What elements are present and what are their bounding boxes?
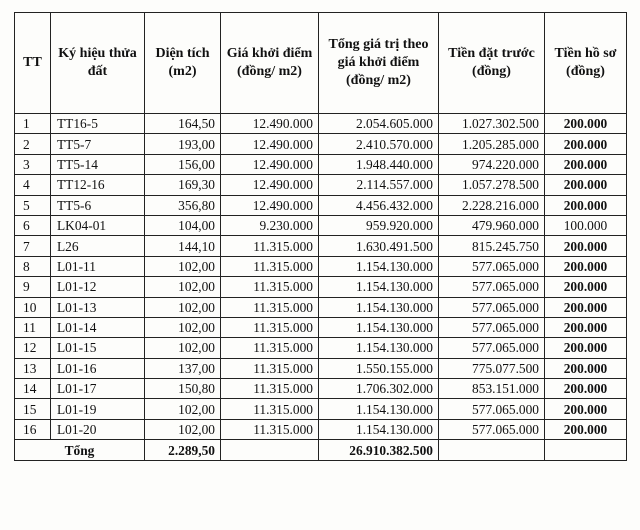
cell-dien-tich: 144,10 [145,236,221,256]
cell-tien-dat-truoc: 775.077.500 [439,358,545,378]
cell-dien-tich: 164,50 [145,114,221,134]
cell-dien-tich: 102,00 [145,256,221,276]
cell-tt: 12 [15,338,51,358]
cell-tt: 3 [15,154,51,174]
table-row [15,134,627,154]
total-dien-tich: 2.289,50 [145,440,221,461]
cell-tt: 14 [15,379,51,399]
cell-tien-dat-truoc: 815.245.750 [439,236,545,256]
table-row [15,277,627,297]
cell-dien-tich: 102,00 [145,297,221,317]
cell-tien-ho-so: 200.000 [545,256,627,276]
cell-tt: 5 [15,195,51,215]
cell-tien-ho-so: 200.000 [545,277,627,297]
cell-tong-gia-tri: 1.630.491.500 [319,236,439,256]
table-row [15,297,627,317]
cell-tien-ho-so: 200.000 [545,134,627,154]
header-tien-dat-truoc: Tiền đặt trước (đồng) [439,13,545,114]
cell-tien-dat-truoc: 479.960.000 [439,215,545,235]
cell-tien-ho-so: 200.000 [545,399,627,419]
cell-tien-dat-truoc: 577.065.000 [439,256,545,276]
cell-tien-ho-so: 200.000 [545,317,627,337]
cell-tt: 11 [15,317,51,337]
cell-gia-khoi-diem: 12.490.000 [221,195,319,215]
cell-ky-hieu: LK04-01 [51,215,145,235]
header-tien-ho-so: Tiền hồ sơ (đồng) [545,13,627,114]
header-ky-hieu: Ký hiệu thửa đất [51,13,145,114]
cell-tien-dat-truoc: 577.065.000 [439,317,545,337]
table-header [15,13,627,114]
cell-gia-khoi-diem: 11.315.000 [221,399,319,419]
table-row [15,419,627,439]
cell-tien-ho-so: 200.000 [545,195,627,215]
table-footer [15,440,627,461]
total-row [15,440,627,461]
table-row [15,175,627,195]
cell-tien-dat-truoc: 577.065.000 [439,399,545,419]
header-gia-khoi-diem: Giá khởi điểm (đồng/ m2) [221,13,319,114]
cell-tien-ho-so: 100.000 [545,215,627,235]
cell-gia-khoi-diem: 9.230.000 [221,215,319,235]
cell-dien-tich: 150,80 [145,379,221,399]
cell-tt: 7 [15,236,51,256]
cell-tien-dat-truoc: 1.027.302.500 [439,114,545,134]
cell-tt: 8 [15,256,51,276]
cell-tt: 13 [15,358,51,378]
cell-ky-hieu: TT16-5 [51,114,145,134]
cell-tien-ho-so: 200.000 [545,419,627,439]
table-row [15,154,627,174]
table-row [15,114,627,134]
header-tong-gia-tri: Tổng giá trị theo giá khởi điểm (đồng/ m2) [319,13,439,114]
cell-tien-dat-truoc: 853.151.000 [439,379,545,399]
cell-tt: 9 [15,277,51,297]
cell-ky-hieu: L01-16 [51,358,145,378]
cell-tong-gia-tri: 959.920.000 [319,215,439,235]
total-empty-gia [221,440,319,461]
cell-ky-hieu: TT5-6 [51,195,145,215]
table-row [15,358,627,378]
cell-tong-gia-tri: 2.410.570.000 [319,134,439,154]
cell-dien-tich: 102,00 [145,317,221,337]
land-auction-table [14,12,627,461]
table-row [15,399,627,419]
total-label: Tổng [15,440,145,461]
cell-tong-gia-tri: 1.948.440.000 [319,154,439,174]
total-empty-ho-so [545,440,627,461]
table-row [15,338,627,358]
cell-tong-gia-tri: 2.114.557.000 [319,175,439,195]
cell-tien-ho-so: 200.000 [545,175,627,195]
cell-tien-ho-so: 200.000 [545,154,627,174]
table-row [15,379,627,399]
header-dien-tich: Diện tích (m2) [145,13,221,114]
cell-tt: 16 [15,419,51,439]
cell-ky-hieu: L01-11 [51,256,145,276]
table-row [15,256,627,276]
cell-ky-hieu: L01-14 [51,317,145,337]
cell-tien-dat-truoc: 974.220.000 [439,154,545,174]
cell-dien-tich: 102,00 [145,419,221,439]
cell-ky-hieu: L01-12 [51,277,145,297]
table-row [15,236,627,256]
cell-gia-khoi-diem: 11.315.000 [221,236,319,256]
table-row [15,215,627,235]
cell-gia-khoi-diem: 12.490.000 [221,114,319,134]
cell-tt: 10 [15,297,51,317]
cell-ky-hieu: TT12-16 [51,175,145,195]
cell-gia-khoi-diem: 12.490.000 [221,175,319,195]
cell-ky-hieu: L01-15 [51,338,145,358]
cell-gia-khoi-diem: 11.315.000 [221,338,319,358]
cell-tong-gia-tri: 1.154.130.000 [319,317,439,337]
cell-dien-tich: 156,00 [145,154,221,174]
cell-tien-ho-so: 200.000 [545,358,627,378]
cell-dien-tich: 169,30 [145,175,221,195]
cell-ky-hieu: L01-20 [51,419,145,439]
cell-tong-gia-tri: 1.154.130.000 [319,256,439,276]
cell-tien-dat-truoc: 2.228.216.000 [439,195,545,215]
cell-tien-dat-truoc: 577.065.000 [439,419,545,439]
table-body [15,114,627,440]
cell-gia-khoi-diem: 11.315.000 [221,419,319,439]
cell-tien-ho-so: 200.000 [545,236,627,256]
cell-tong-gia-tri: 1.154.130.000 [319,399,439,419]
cell-tien-dat-truoc: 577.065.000 [439,277,545,297]
cell-ky-hieu: L01-17 [51,379,145,399]
cell-tong-gia-tri: 1.154.130.000 [319,297,439,317]
cell-ky-hieu: TT5-14 [51,154,145,174]
header-tt: TT [15,13,51,114]
cell-gia-khoi-diem: 11.315.000 [221,256,319,276]
cell-tt: 15 [15,399,51,419]
cell-tien-ho-so: 200.000 [545,297,627,317]
cell-tong-gia-tri: 1.706.302.000 [319,379,439,399]
cell-gia-khoi-diem: 11.315.000 [221,317,319,337]
table-row [15,195,627,215]
cell-tien-ho-so: 200.000 [545,379,627,399]
cell-dien-tich: 102,00 [145,338,221,358]
cell-tien-dat-truoc: 1.205.285.000 [439,134,545,154]
cell-tong-gia-tri: 2.054.605.000 [319,114,439,134]
cell-tong-gia-tri: 1.154.130.000 [319,419,439,439]
cell-gia-khoi-diem: 11.315.000 [221,358,319,378]
cell-gia-khoi-diem: 12.490.000 [221,134,319,154]
cell-gia-khoi-diem: 11.315.000 [221,277,319,297]
cell-tien-dat-truoc: 577.065.000 [439,297,545,317]
cell-tien-ho-so: 200.000 [545,114,627,134]
cell-dien-tich: 104,00 [145,215,221,235]
cell-tong-gia-tri: 1.154.130.000 [319,277,439,297]
table-row [15,317,627,337]
cell-tong-gia-tri: 4.456.432.000 [319,195,439,215]
cell-dien-tich: 356,80 [145,195,221,215]
cell-tt: 1 [15,114,51,134]
cell-tien-ho-so: 200.000 [545,338,627,358]
cell-dien-tich: 102,00 [145,399,221,419]
total-empty-dat-truoc [439,440,545,461]
cell-tt: 6 [15,215,51,235]
cell-tt: 2 [15,134,51,154]
cell-tong-gia-tri: 1.550.155.000 [319,358,439,378]
cell-dien-tich: 137,00 [145,358,221,378]
cell-tien-dat-truoc: 577.065.000 [439,338,545,358]
cell-gia-khoi-diem: 11.315.000 [221,379,319,399]
cell-tong-gia-tri: 1.154.130.000 [319,338,439,358]
cell-tien-dat-truoc: 1.057.278.500 [439,175,545,195]
cell-gia-khoi-diem: 12.490.000 [221,154,319,174]
total-tong-gia-tri: 26.910.382.500 [319,440,439,461]
cell-ky-hieu: TT5-7 [51,134,145,154]
cell-dien-tich: 193,00 [145,134,221,154]
cell-ky-hieu: L01-19 [51,399,145,419]
cell-tt: 4 [15,175,51,195]
cell-gia-khoi-diem: 11.315.000 [221,297,319,317]
cell-ky-hieu: L26 [51,236,145,256]
cell-dien-tich: 102,00 [145,277,221,297]
cell-ky-hieu: L01-13 [51,297,145,317]
